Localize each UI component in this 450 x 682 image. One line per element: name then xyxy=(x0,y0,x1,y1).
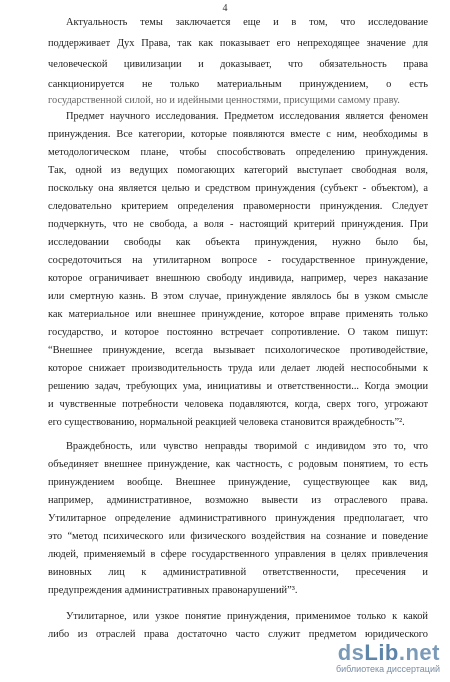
text-line: Актуальность темы заключается еще и в том, что исследование xyxy=(66,17,428,28)
text-line: которое ограничивает внешнюю свободу индивида, например, через наказание xyxy=(48,273,428,284)
page-number: 4 xyxy=(222,3,228,14)
text-line: которое снижает производительность труда или делает людей неспособными к xyxy=(48,363,428,374)
text-line: или смертную казнь. В этом случае, принуждение являлось бы в узком смысле xyxy=(48,291,428,302)
text-line: подчеркнуть, что не свобода, а воля - настоящий критерий принуждения. При xyxy=(48,219,428,230)
text-line: сосредоточиться на утилитарном вопросе - государственное принуждение, xyxy=(48,255,428,266)
text-line: как материальное или внешнее принуждение, которое вправе применять только xyxy=(48,309,428,320)
text-line: принуждением вообще. Внешнее принуждение, существующее как вид, xyxy=(48,477,428,488)
text-line: объединяет внешнее принуждение, как частность, с родовым понятием, то есть xyxy=(48,459,428,470)
text-line: санкционируется не только материальным принуждением, о есть xyxy=(48,79,428,90)
text-line: методологическом плане, чтобы способствовать определению принуждения. xyxy=(48,147,428,158)
text-line: его существованию, нормальной реакцией человека становится враждебность”². xyxy=(48,417,405,428)
text-line: например, административное, возможно вывести из отраслевого права. xyxy=(48,495,428,506)
text-line: Враждебность, или чувство неправды творимой с индивидом это то, что xyxy=(66,441,428,452)
text-line: предупреждения административных правонарушений”³. xyxy=(48,585,298,596)
watermark-subtitle: библиотека диссертаций xyxy=(335,664,440,674)
dslib-watermark xyxy=(320,640,440,674)
text-line: виновных лиц к административной ответственности, пресечения и xyxy=(48,567,428,578)
text-line: Утилитарное, или узкое понятие принуждения, применимое только к какой xyxy=(66,611,428,622)
dslib-logo: dsLib.net xyxy=(337,640,440,665)
text-line: принуждения. Все категории, которые появляются вместе с ним, необходимы в xyxy=(48,129,428,140)
text-line: человеческой цивилизации и доказывает, что обязательность права xyxy=(48,59,428,70)
text-line: “Внешнее принуждение, всегда вызывает психологическое противодействие, xyxy=(48,345,428,356)
text-line: следовательно критерием определения правомерности принуждения. Следует xyxy=(48,201,428,212)
text-line: Утилитарное определение административного принуждения предполагает, что xyxy=(48,513,428,524)
text-line: Так, одной из ведущих помогающих категорий выступает свободная воля, xyxy=(48,165,428,176)
text-line: людей, применяемый в сфере государственного управления в целях привлечения xyxy=(48,549,428,560)
text-line: поддерживает Дух Права, так как показывает его непреходящее значение для xyxy=(48,38,428,49)
text-line: государство, и которое постоянно встречает сопротивление. О таком пишут: xyxy=(48,327,428,338)
text-line: поскольку она является целью и средством принуждения (субъект - объектом), а xyxy=(48,183,428,194)
text-line: и чувственные потребности человека подавляются, когда, сверх того, угрожают xyxy=(48,399,428,410)
text-line: либо из отраслей права достаточно часто служит предметом юридического xyxy=(48,629,428,640)
text-line: это “метод психического или физического воздействия на сознание и поведение xyxy=(48,531,428,542)
text-line: государственной силой, но и идейными ценностями, присущими самому праву. xyxy=(48,95,400,106)
text-line: исследовании свободы как объекта принуждения, нужно было бы, xyxy=(48,237,428,248)
text-line: Предмет научного исследования. Предметом исследования является феномен xyxy=(66,111,428,122)
text-line: решению задач, требующих ума, инициативы и ответственности... Когда эмоции xyxy=(48,381,428,392)
